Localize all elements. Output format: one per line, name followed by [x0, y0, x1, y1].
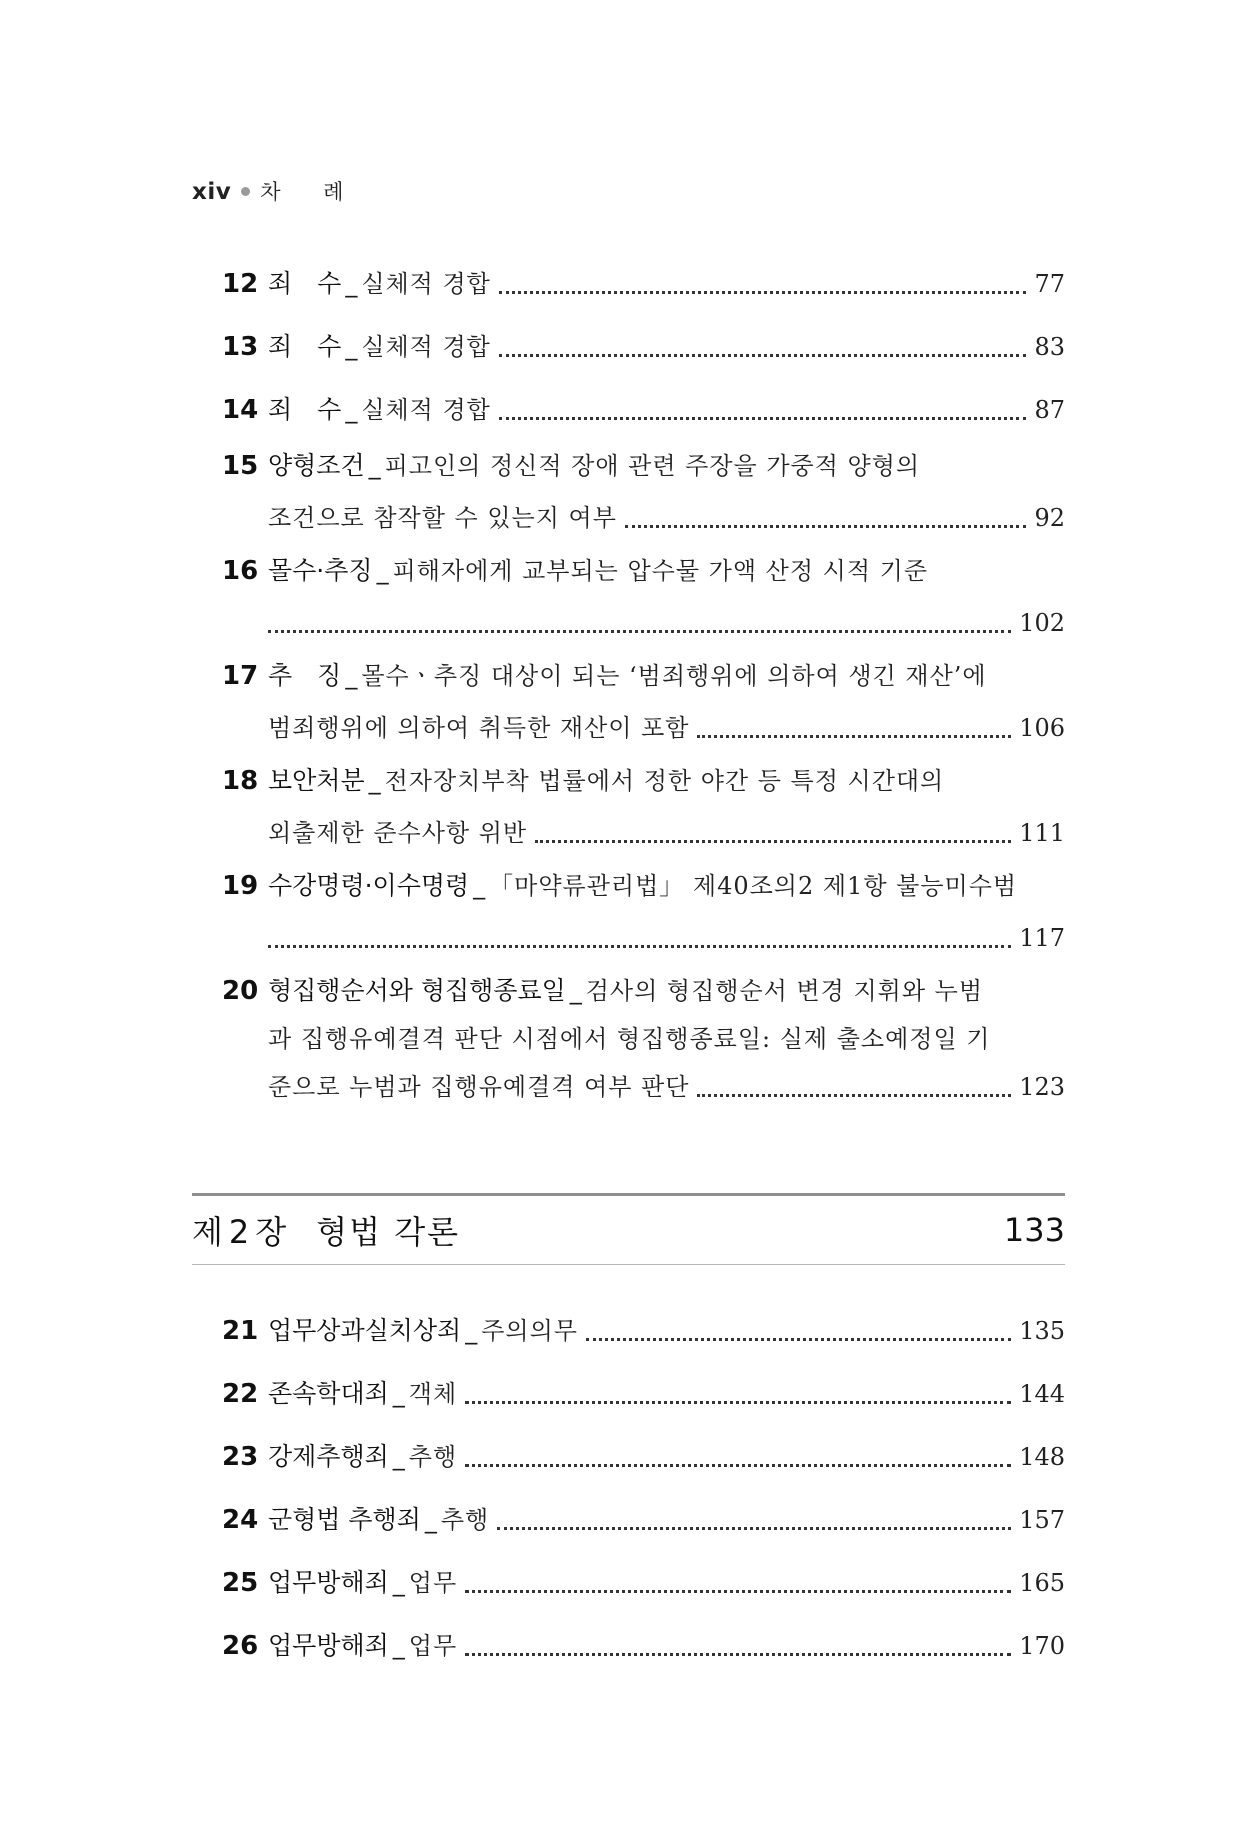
dot-leader — [465, 1590, 1011, 1593]
dot-leader — [268, 630, 1011, 633]
toc-line — [222, 1017, 1065, 1061]
entry-page: 117 — [1019, 924, 1065, 952]
toc-entry[interactable] — [222, 440, 1065, 544]
entry-number: 12 — [222, 269, 259, 299]
entry-page: 135 — [1019, 1317, 1065, 1345]
entry-description: 실체적 경합 — [361, 396, 491, 424]
toc-entry[interactable] — [222, 650, 1065, 754]
entry-page: 157 — [1019, 1506, 1065, 1534]
dot-leader — [499, 417, 1027, 420]
entry-number: 16 — [222, 556, 259, 586]
toc-entry[interactable] — [222, 258, 1065, 310]
entry-description: 객체 — [408, 1380, 458, 1408]
toc-line — [222, 492, 1065, 544]
chapter-heading[interactable] — [192, 1193, 1065, 1265]
chapter-title: 형법 각론 — [316, 1213, 461, 1251]
entry-description: 몰수ㆍ추징 대상이 되는 ‘범죄행위에 의하여 생긴 재산’에 — [361, 662, 987, 690]
entry-keyword: 존속학대죄 — [268, 1379, 389, 1408]
entry-number: 19 — [222, 871, 259, 901]
toc-entry[interactable] — [222, 755, 1065, 859]
toc-line — [222, 702, 1065, 754]
entry-page: 123 — [1019, 1073, 1065, 1101]
entry-keyword: 보안처분 — [268, 766, 365, 795]
entry-number: 22 — [222, 1379, 259, 1409]
entry-number: 23 — [222, 1442, 259, 1472]
entry-keyword: 강제추행죄 — [268, 1442, 389, 1471]
toc-line — [222, 597, 1065, 649]
entry-number: 25 — [222, 1568, 259, 1598]
dot-leader — [465, 1653, 1011, 1656]
entry-page: 144 — [1019, 1380, 1065, 1408]
entry-description: 피해자에게 교부되는 압수물 가액 산정 시적 기준 — [392, 557, 929, 585]
entry-description: 추행 — [440, 1506, 490, 1534]
entry-number: 15 — [222, 451, 259, 481]
entry-keyword: 몰수·추징 — [268, 556, 373, 585]
toc-entry[interactable] — [222, 860, 1065, 964]
entry-keyword: 수강명령·이수명령 — [268, 871, 470, 900]
entry-number: 20 — [222, 976, 259, 1006]
entry-description-cont: 준으로 누범과 집행유예결격 여부 판단 — [268, 1073, 690, 1101]
entry-description: 업무 — [408, 1632, 458, 1660]
chapter-number: 2 — [228, 1213, 250, 1251]
entry-page: 77 — [1034, 270, 1065, 298]
dot-leader — [268, 945, 1011, 948]
dot-leader — [535, 840, 1011, 843]
entry-number: 21 — [222, 1316, 259, 1346]
toc-entry[interactable] — [222, 545, 1065, 649]
entry-page: 92 — [1034, 504, 1065, 532]
entry-description: 주의의무 — [481, 1317, 578, 1345]
toc-line: 12 죄 수 _ 실체적 경합 77 — [222, 258, 1065, 310]
toc-entry[interactable] — [222, 1368, 1065, 1420]
toc-entry[interactable] — [222, 1431, 1065, 1483]
toc-line: 22 존속학대죄 _ 객체 144 — [222, 1368, 1065, 1420]
entry-page: 148 — [1019, 1443, 1065, 1471]
entry-description-cont: 과 집행유예결격 판단 시점에서 형집행종료일: 실제 출소예정일 기 — [268, 1025, 991, 1053]
toc-line: 15 양형조건 _ 피고인의 정신적 장애 관련 주장을 가중적 양형의 — [222, 440, 1065, 492]
entry-description: 피고인의 정신적 장애 관련 주장을 가중적 양형의 — [384, 452, 921, 480]
toc-line: 18 보안처분 _ 전자장치부착 법률에서 정한 야간 등 특정 시간대의 — [222, 755, 1065, 807]
entry-page: 106 — [1019, 714, 1065, 742]
toc-line: 21 업무상과실치상죄 _ 주의의무 135 — [222, 1305, 1065, 1357]
entry-keyword: 업무방해죄 — [268, 1631, 389, 1660]
toc-line — [222, 1061, 1065, 1113]
dot-leader — [499, 291, 1027, 294]
toc-entry[interactable] — [222, 1557, 1065, 1609]
entry-description-cont: 외출제한 준수사항 위반 — [268, 819, 528, 847]
toc-line: 13 죄 수 _ 실체적 경합 83 — [222, 321, 1065, 373]
entry-description: 검사의 형집행순서 변경 지휘와 누범 — [585, 977, 984, 1005]
toc-line — [222, 807, 1065, 859]
chapter-page: 133 — [1003, 1211, 1065, 1249]
toc-line: 14 죄 수 _ 실체적 경합 87 — [222, 384, 1065, 436]
toc-line — [222, 912, 1065, 964]
entry-number: 13 — [222, 332, 259, 362]
toc-entry[interactable] — [222, 1305, 1065, 1357]
dot-leader — [465, 1464, 1011, 1467]
dot-leader — [697, 735, 1011, 738]
entry-keyword: 죄 수 — [268, 269, 342, 298]
entry-page: 111 — [1019, 819, 1065, 847]
entry-number: 26 — [222, 1631, 259, 1661]
toc-line: 19 수강명령·이수명령 _ 「마약류관리법」 제40조의2 제1항 불능미수범 — [222, 860, 1065, 912]
entry-keyword: 업무상과실치상죄 — [268, 1316, 462, 1345]
dot-leader — [497, 1527, 1011, 1530]
entry-description: 추행 — [408, 1443, 458, 1471]
toc-line: 16 몰수·추징 _ 피해자에게 교부되는 압수물 가액 산정 시적 기준 — [222, 545, 1065, 597]
entry-page: 83 — [1034, 333, 1065, 361]
entry-keyword: 죄 수 — [268, 395, 342, 424]
entry-keyword: 죄 수 — [268, 332, 342, 361]
entry-description: 「마약류관리법」 제40조의2 제1항 불능미수범 — [489, 872, 1018, 900]
toc-line: 23 강제추행죄 _ 추행 148 — [222, 1431, 1065, 1483]
entry-keyword: 업무방해죄 — [268, 1568, 389, 1597]
bullet-icon — [241, 187, 250, 196]
entry-description: 실체적 경합 — [361, 270, 491, 298]
toc-line: 20 형집행순서와 형집행종료일 _ 검사의 형집행순서 변경 지휘와 누범 — [222, 965, 1065, 1017]
chapter-prefix: 제 — [192, 1213, 223, 1251]
entry-description: 전자장치부착 법률에서 정한 야간 등 특정 시간대의 — [384, 767, 945, 795]
entry-description: 업무 — [408, 1569, 458, 1597]
entry-keyword: 형집행순서와 형집행종료일 — [268, 976, 566, 1005]
toc-line: 26 업무방해죄 _ 업무 170 — [222, 1620, 1065, 1672]
entry-number: 24 — [222, 1505, 259, 1535]
dot-leader — [586, 1338, 1011, 1341]
entry-description-cont: 조건으로 참작할 수 있는지 여부 — [268, 504, 617, 532]
dot-leader — [697, 1094, 1011, 1097]
entry-page: 165 — [1019, 1569, 1065, 1597]
toc-entry[interactable] — [222, 1620, 1065, 1672]
entry-page: 170 — [1019, 1632, 1065, 1660]
entry-description-cont: 범죄행위에 의하여 취득한 재산이 포함 — [268, 714, 690, 742]
header-page-number: xiv — [192, 179, 232, 205]
toc-entry[interactable] — [222, 965, 1065, 1113]
running-header — [192, 176, 361, 206]
dot-leader — [465, 1401, 1011, 1404]
chapter-suffix: 장 — [255, 1213, 287, 1251]
chapter-label — [192, 1207, 466, 1253]
entry-number: 14 — [222, 395, 259, 425]
toc-entry[interactable] — [222, 384, 1065, 436]
header-title: 차 례 — [260, 180, 362, 204]
toc-entry[interactable] — [222, 1494, 1065, 1546]
entry-keyword: 추 징 — [268, 661, 342, 690]
toc-line: 24 군형법 추행죄 _ 추행 157 — [222, 1494, 1065, 1546]
dot-leader — [499, 354, 1027, 357]
entry-page: 102 — [1019, 609, 1065, 637]
entry-number: 18 — [222, 766, 259, 796]
entry-page: 87 — [1034, 396, 1065, 424]
entry-keyword: 양형조건 — [268, 451, 365, 480]
entry-keyword: 군형법 추행죄 — [268, 1505, 421, 1534]
entry-number: 17 — [222, 661, 259, 691]
dot-leader — [625, 525, 1027, 528]
toc-entry[interactable] — [222, 321, 1065, 373]
toc-line: 17 추 징 _ 몰수ㆍ추징 대상이 되는 ‘범죄행위에 의하여 생긴 재산’에 — [222, 650, 1065, 702]
toc-line: 25 업무방해죄 _ 업무 165 — [222, 1557, 1065, 1609]
entry-description: 실체적 경합 — [361, 333, 491, 361]
